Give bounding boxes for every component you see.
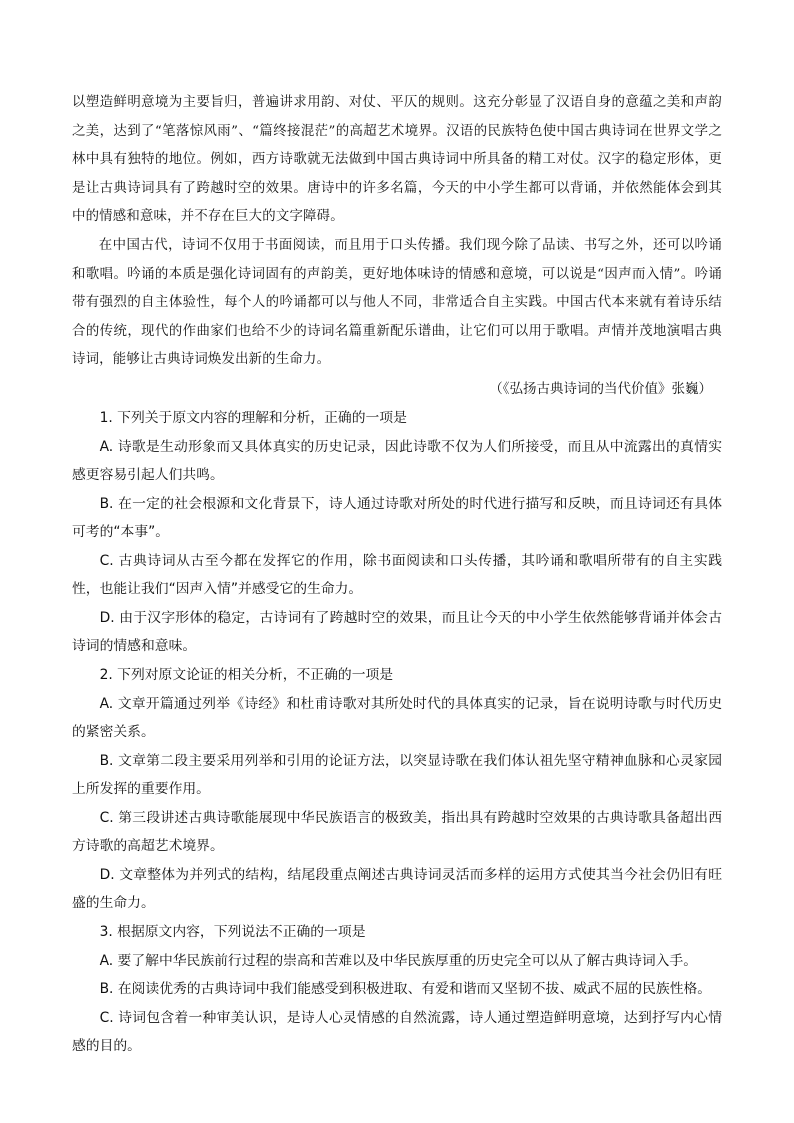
passage-source: （《弘扬古典诗词的当代价值》张巍） bbox=[489, 380, 712, 397]
question-3 bbox=[72, 918, 722, 1061]
question-stem: 2. 下列对原文论证的相关分析，不正确的一项是 bbox=[99, 666, 394, 683]
question-stem: 1. 下列关于原文内容的理解和分析，正确的一项是 bbox=[99, 409, 407, 426]
passage-paragraph-2: 在中国古代，诗词不仅用于书面阅读，而且用于口头传播。我们现今除了品读、书写之外，还可以吟诵和歌唱。吟诵的本质是强化诗词固有的声韵美，更好地体味诗的情感和意境，可以说是“因声而入情”。吟诵带有强烈的自主体验性，每个人的吟诵都可以与他人不同，非常适合自主实践。中国古代本来就有着诗乐结合的传统，现代的作曲家们也给不少的诗词名篇重新配乐谱曲，让它们可以用于歌唱。声情并茂地演唱古典诗词，能够让古典诗词焕发出新的生命力。 bbox=[72, 237, 722, 368]
question-1 bbox=[72, 404, 722, 661]
option-b: B. 文章第二段主要采用列举和引用的论证方法，以突显诗歌在我们体认祖先坚守精神血脉和心灵家园上所发挥的重要作用。 bbox=[72, 752, 722, 798]
option-c: C. 诗词包含着一种审美认识，是诗人心灵情感的自然流露，诗人通过塑造鲜明意境，达到抒写内心情感的目的。 bbox=[72, 1009, 722, 1055]
option-b: B. 在一定的社会根源和文化背景下，诗人通过诗歌对所处的时代进行描写和反映，而且诗词还有具体可考的“本事”。 bbox=[72, 495, 722, 541]
option-d: D. 文章整体为并列式的结构，结尾段重点阐述古典诗词灵活而多样的运用方式使其当今社会仍旧有旺盛的生命力。 bbox=[72, 866, 722, 912]
option-c: C. 古典诗词从古至今都在发挥它的作用，除书面阅读和口头传播，其吟诵和歌唱所带有的自主实践性，也能让我们“因声入情”并感受它的生命力。 bbox=[72, 552, 722, 598]
option-b: B. 在阅读优秀的古典诗词中我们能感受到积极进取、有爱和谐而又坚韧不拔、威武不屈的民族性格。 bbox=[99, 981, 712, 998]
option-a: A. 诗歌是生动形象而又具体真实的历史记录，因此诗歌不仅为人们所接受，而且从中流露出的真情实感更容易引起人们共鸣。 bbox=[72, 438, 722, 484]
document-content bbox=[72, 89, 722, 1061]
option-a: A. 文章开篇通过列举《诗经》和杜甫诗歌对其所处时代的具体真实的记录，旨在说明诗歌与时代历史的紧密关系。 bbox=[72, 695, 722, 741]
question-stem: 3. 根据原文内容，下列说法不正确的一项是 bbox=[99, 923, 366, 940]
option-a: A. 要了解中华民族前行过程的崇高和苦难以及中华民族厚重的历史完全可以从了解古典诗词入手。 bbox=[99, 952, 698, 969]
passage-paragraph-1: 以塑造鲜明意境为主要旨归，普遍讲求用韵、对仗、平仄的规则。这充分彰显了汉语自身的意蕴之美和声韵之美，达到了“笔落惊风雨”、“篇终接混茫”的高超艺术境界。汉语的民族特色使中国古典诗词在世界文学之林中具有独特的地位。例如，西方诗歌就无法做到中国古典诗词中所具备的精工对仗。汉字的稳定形体，更是让古典诗词具有了跨越时空的效果。唐诗中的许多名篇，今天的中小学生都可以背诵，并依然能体会到其中的情感和意味，并不存在巨大的文字障碍。 bbox=[72, 95, 722, 225]
option-c: C. 第三段讲述古典诗歌能展现中华民族语言的极致美，指出具有跨越时空效果的古典诗歌具备超出西方诗歌的高超艺术境界。 bbox=[72, 809, 722, 855]
question-2 bbox=[72, 661, 722, 918]
option-d: D. 由于汉字形体的稳定，古诗词有了跨越时空的效果，而且让今天的中小学生依然能够背诵并体会古诗词的情感和意味。 bbox=[72, 609, 722, 655]
